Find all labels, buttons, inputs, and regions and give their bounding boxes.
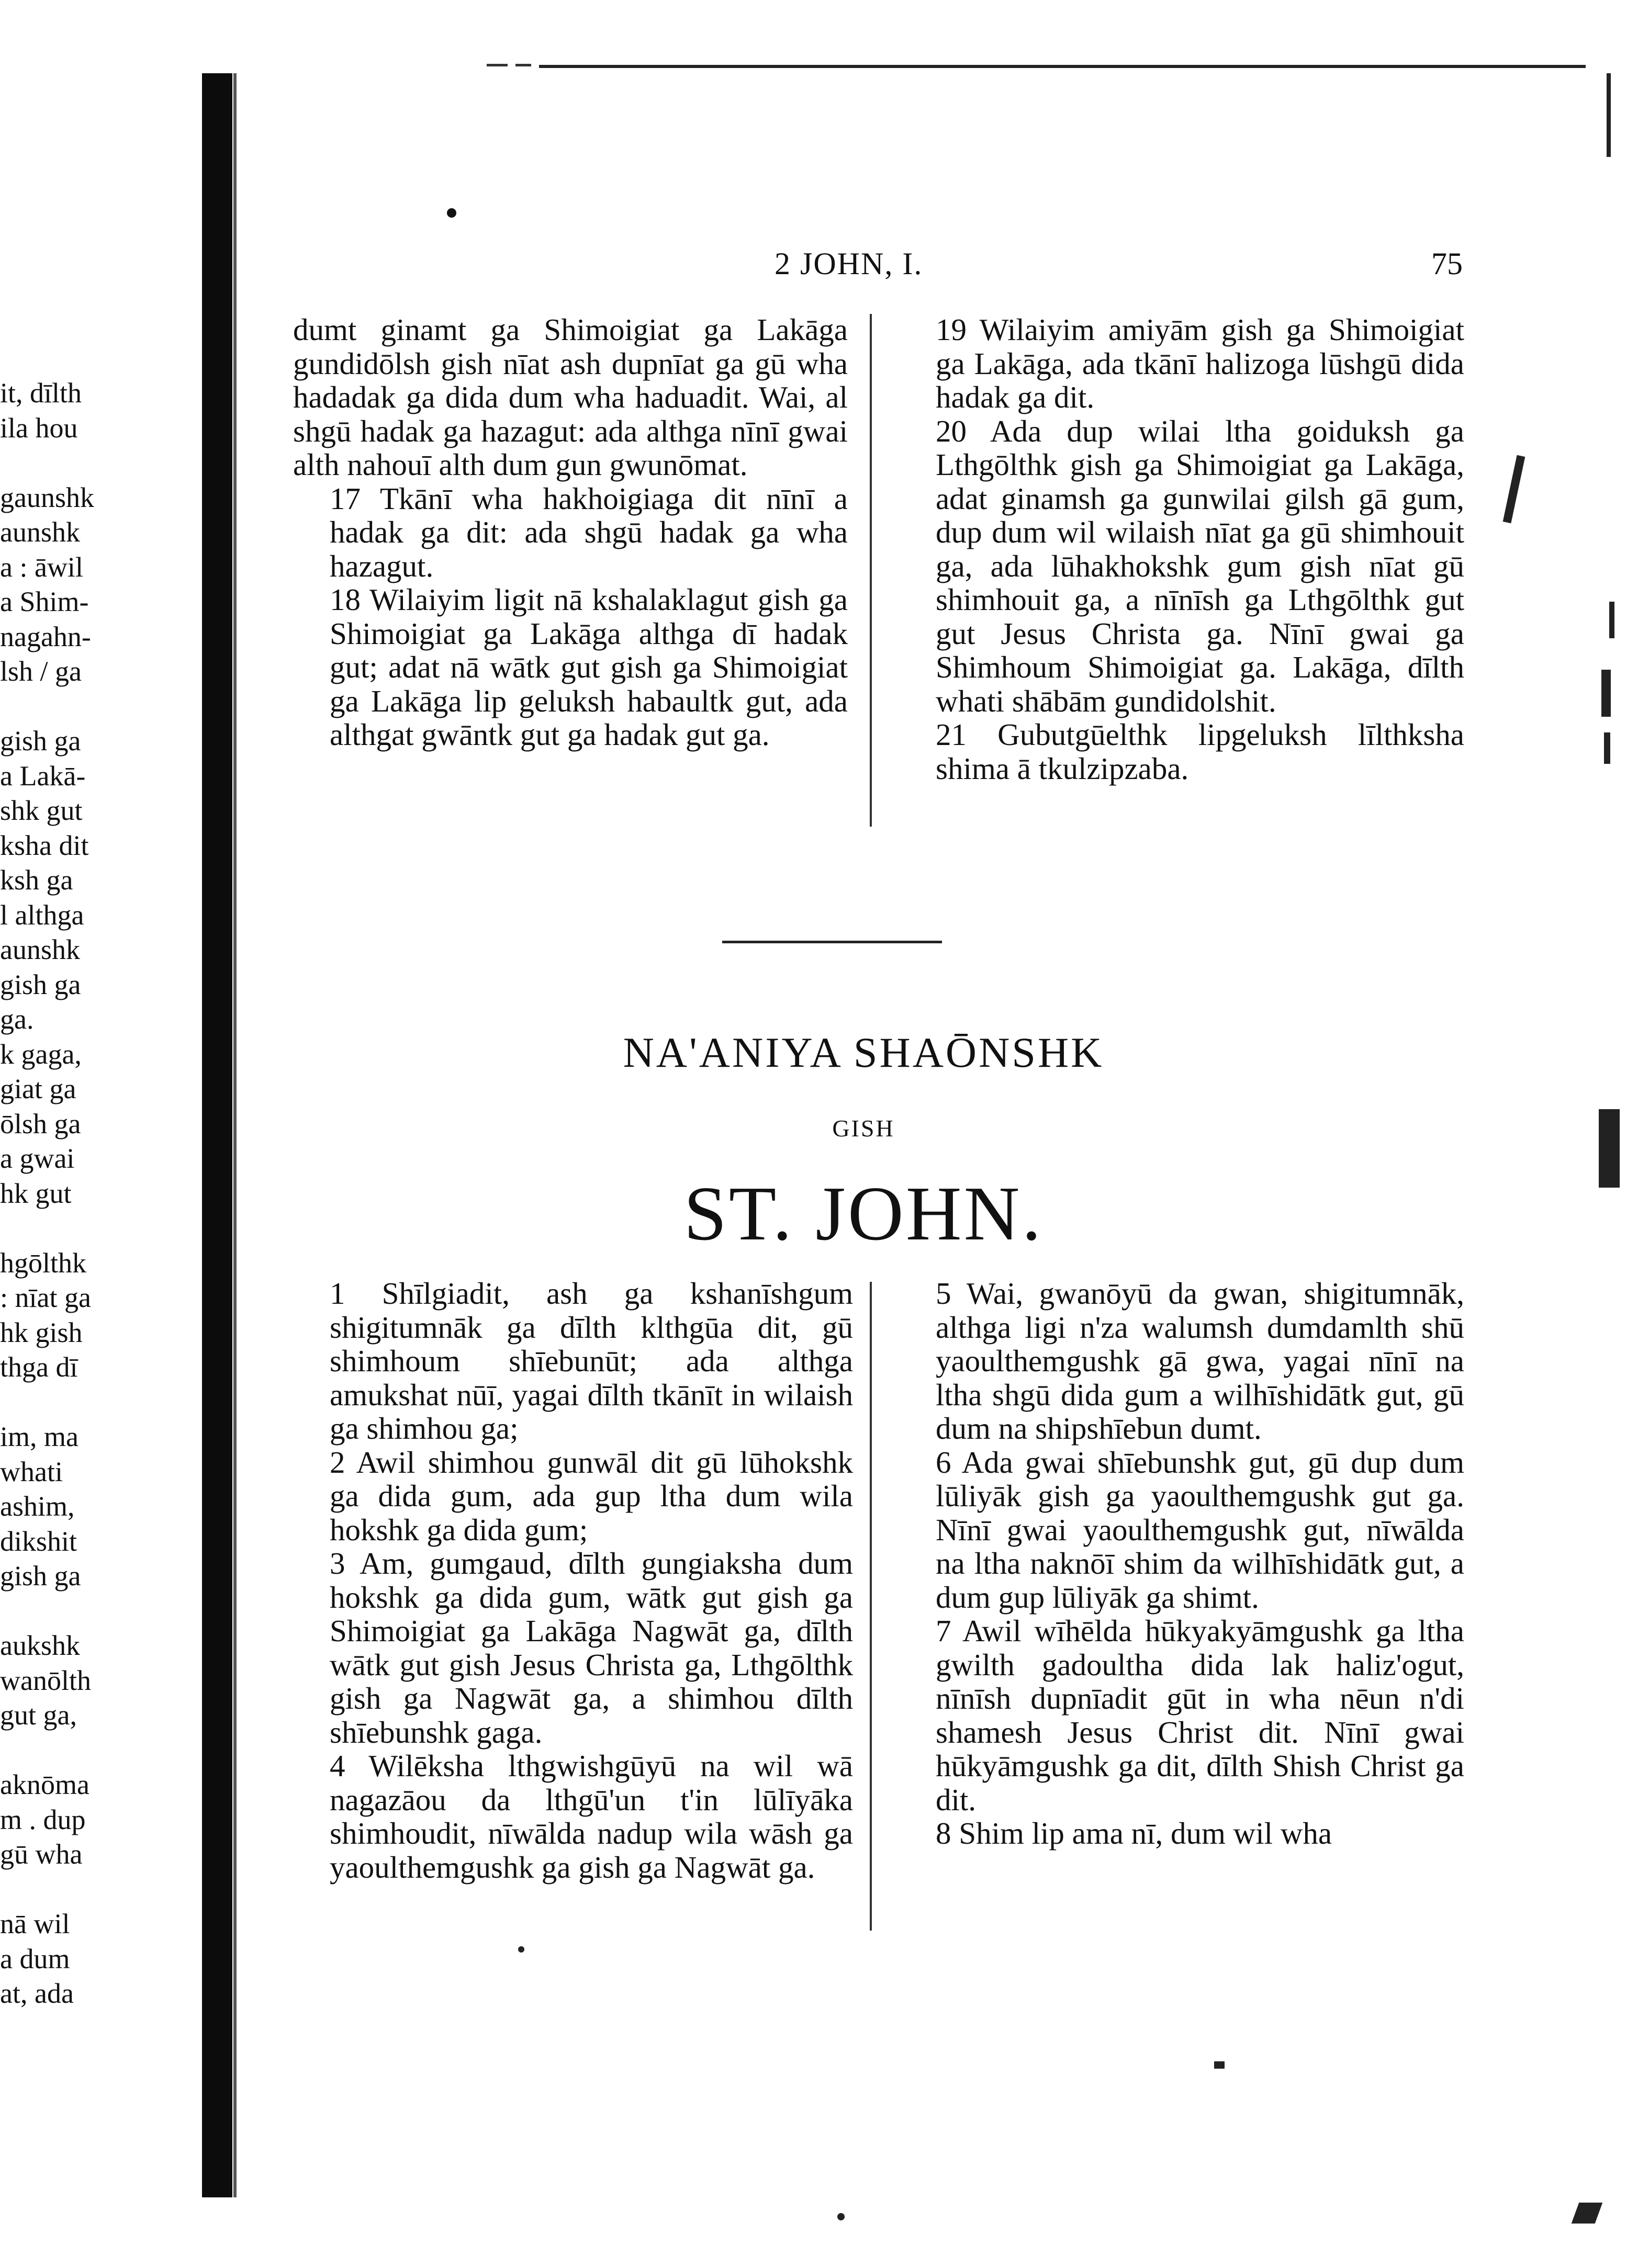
facing-page-line bbox=[0, 1594, 157, 1629]
book-title-st-john: ST. JOHN. bbox=[683, 1171, 1044, 1257]
facing-page-line: aukshk bbox=[0, 1630, 80, 1661]
facing-page-line: dikshit bbox=[0, 1525, 77, 1557]
facing-page-line: gish ga bbox=[0, 725, 81, 757]
facing-page-line: thga dī bbox=[0, 1351, 78, 1383]
facing-page-line bbox=[0, 1733, 157, 1768]
ink-dot bbox=[837, 2213, 845, 2220]
verse-21: 21 Gubutgūelthk lipgeluksh līlthksha shima ā tkulzipzaba. bbox=[936, 717, 1464, 786]
facing-page-line: ashim, bbox=[0, 1491, 75, 1522]
facing-page-line: nā wil bbox=[0, 1908, 70, 1939]
verse-4: 4 Wilēksha lthgwishgūyū na wil wā nagazāou da lthgū'un t'in lūlīyāka shimhoudit, nīwālda nadup wila wāsh ga yaoulthemgushk ga gish ga Nagwāt ga. bbox=[330, 1748, 853, 1885]
edge-mark bbox=[1604, 732, 1610, 764]
binding-gutter bbox=[202, 73, 232, 2197]
ink-dot bbox=[447, 208, 456, 218]
facing-page-line: at, ada bbox=[0, 1978, 74, 2009]
ink-dot bbox=[1214, 2061, 1225, 2069]
edge-mark bbox=[1607, 73, 1611, 157]
facing-page-line: : nīat ga bbox=[0, 1282, 91, 1313]
facing-page-line: gū wha bbox=[0, 1838, 83, 1870]
verse-1: 1 Shīlgiadit, ash ga kshanīshgum shigitumnāk ga dīlth klthgūa dit, gū shimhoum shīebunūt; ada althga amukshat nūī, yagai dīlth tkānīt in wilaish ga shimhou ga; bbox=[330, 1276, 853, 1446]
facing-page-line: l althga bbox=[0, 899, 84, 931]
binding-gutter-edge bbox=[233, 73, 237, 2197]
facing-page-line bbox=[0, 1872, 157, 1907]
running-head: 2 JOHN, I. bbox=[775, 246, 923, 281]
verse-18: 18 Wilaiyim ligit nā kshalaklagut gish ga Shimoigiat ga Lakāga althga dī hadak gut; adat nā wātk gut gish ga Shimoigiat ga Lakāga lip geluksh habaultk gut, ada althgat gwāntk gut ga hadak gut ga. bbox=[330, 582, 848, 752]
verse-5: 5 Wai, gwanōyū da gwan, shigitumnāk, althga ligi n'za walumsh dumdamlth shū yaoulthemgushk gā gwa, yagai nīnī na ltha shgū dida gum a wilhīshidātk gut, gū dum na shipshīebun dumt. bbox=[936, 1276, 1464, 1446]
verse-7: 7 Awil wīhēlda hūkyakyāmgushk ga ltha gwilth gadoultha dida lak haliz'ogut, nīnīsh dupnīadit gūt in wha nēun n'di shamesh Jesus Christ dit. Nīnī gwai hūkyāmgushk ga dit, dīlth Shish Christ ga dit. bbox=[936, 1613, 1464, 1817]
facing-page-line: m . dup bbox=[0, 1803, 86, 1835]
column-divider bbox=[870, 314, 872, 827]
facing-page-line: gut ga, bbox=[0, 1699, 77, 1731]
edge-mark bbox=[1599, 1109, 1620, 1188]
facing-page-line: a dum bbox=[0, 1943, 70, 1974]
edge-mark bbox=[1609, 602, 1614, 638]
lower-left-column bbox=[293, 1277, 853, 1884]
facing-page-line: aunshk bbox=[0, 516, 80, 548]
facing-page-line: hgōlthk bbox=[0, 1247, 87, 1279]
facing-page-line: a : āwil bbox=[0, 551, 83, 583]
facing-page-line bbox=[0, 689, 157, 724]
facing-page-line: a Shim- bbox=[0, 586, 89, 617]
facing-page-line: giat ga bbox=[0, 1073, 76, 1104]
facing-page-line: hk gut bbox=[0, 1177, 72, 1209]
facing-page-line: wanōlth bbox=[0, 1664, 91, 1696]
verse-20: 20 Ada dup wilai ltha goiduksh ga Lthgōlthk gish ga Shimoigiat ga Lakāga, adat ginamsh ga gunwilai gilsh gā gum, dup dum wil wilaish nīat ga gū shimhouit ga, ada lūhakhokshk gum gish nīat gū shimhouit ga, a nīnīsh ga Lthgōlthk gut gut Jesus Christa ga. Nīnī gwai ga Shimhoum Shimoigiat ga. Lakāga, dīlth whati shābām gundidolshit. bbox=[936, 413, 1464, 718]
facing-page-line: im, ma bbox=[0, 1421, 78, 1452]
facing-page-line: it, dīlth bbox=[0, 377, 82, 409]
book-title-gish: GISH bbox=[832, 1115, 895, 1142]
edge-mark bbox=[1572, 2203, 1603, 2224]
facing-page-line: ksh ga bbox=[0, 864, 73, 896]
facing-page-line bbox=[0, 1385, 157, 1420]
facing-page-line bbox=[0, 1211, 157, 1246]
facing-page-line: gish ga bbox=[0, 1560, 81, 1592]
facing-page-line: ksha dit bbox=[0, 829, 89, 861]
upper-left-column bbox=[293, 313, 848, 752]
facing-page-line: gaunshk bbox=[0, 481, 94, 513]
column-divider bbox=[870, 1282, 872, 1931]
section-rule bbox=[722, 941, 942, 943]
page-number: 75 bbox=[1431, 246, 1463, 281]
facing-page-fragments bbox=[0, 306, 157, 2046]
edge-mark bbox=[1503, 455, 1525, 523]
facing-page-line: aknōma bbox=[0, 1769, 89, 1800]
top-dash bbox=[515, 64, 531, 66]
facing-page-line: aunshk bbox=[0, 934, 80, 965]
book-title: NA'ANIYA SHAŌNSHK bbox=[623, 1029, 1104, 1076]
facing-page-line: a gwai bbox=[0, 1143, 75, 1174]
verse-19: 19 Wilaiyim amiyām gish ga Shimoigiat ga Lakāga, ada tkānī halizoga lūshgū dida hadak ga dit. bbox=[936, 312, 1464, 414]
facing-page-line: a Lakā- bbox=[0, 760, 86, 792]
facing-page-line: nagahn- bbox=[0, 620, 91, 652]
facing-page-line: lsh / ga bbox=[0, 656, 82, 687]
facing-page-line: hk gish bbox=[0, 1316, 83, 1348]
ink-dot bbox=[518, 1946, 524, 1953]
verse-3: 3 Am, gumgaud, dīlth gungiaksha dum hokshk ga dida gum, wātk gut gish ga Shimoigiat ga Lakāga Nagwāt ga, dīlth wātk gut gish Jesus Christa ga, Lthgōlthk gish ga Nagwāt ga, a shimhou dīlth shīebunshk gaga. bbox=[330, 1546, 853, 1750]
verse-8: 8 Shim lip ama nī, dum wil wha bbox=[936, 1816, 1332, 1850]
facing-page-line bbox=[0, 445, 157, 480]
edge-mark bbox=[1601, 670, 1611, 717]
facing-page-lines bbox=[0, 376, 157, 2011]
facing-page-line: k gaga, bbox=[0, 1038, 82, 1070]
top-rule bbox=[539, 65, 1586, 68]
verse-17: 17 Tkānī wha hakhoigiaga dit nīnī a hadak ga dit: ada shgū hadak ga wha hazagut. bbox=[330, 481, 848, 583]
verse-2: 2 Awil shimhou gunwāl dit gū lūhokshk ga dida gum, ada gup ltha dum wila hokshk ga dida gum; bbox=[330, 1445, 853, 1547]
upper-right-column bbox=[899, 313, 1464, 785]
top-dash bbox=[487, 64, 508, 66]
verse-6: 6 Ada gwai shīebunshk gut, gū dup dum lūliyāk gish ga yaoulthemgushk gut ga. Nīnī gwai yaoulthemgushk gut, nīwālda na ltha naknōī shim da wilhīshidātk gut, a dum gup lūliyāk ga shimt. bbox=[936, 1445, 1464, 1615]
facing-page-line: whati bbox=[0, 1455, 63, 1487]
paragraph: dumt ginamt ga Shimoigiat ga Lakāga gundidōlsh gish nīat ash dupnīat ga gū wha hadadak ga dida dum wha haduadit. Wai, al shgū hadak ga hazagut: ada althga nīnī gwai alth nahouī alth dum gun gwunōmat. bbox=[293, 312, 848, 482]
facing-page-line: ōlsh ga bbox=[0, 1108, 81, 1139]
facing-page-line: gish ga bbox=[0, 968, 81, 1000]
facing-page-line: ila hou bbox=[0, 412, 78, 444]
facing-page-line: ga. bbox=[0, 1003, 34, 1035]
lower-right-column bbox=[899, 1277, 1464, 1850]
facing-page-line: shk gut bbox=[0, 795, 83, 826]
